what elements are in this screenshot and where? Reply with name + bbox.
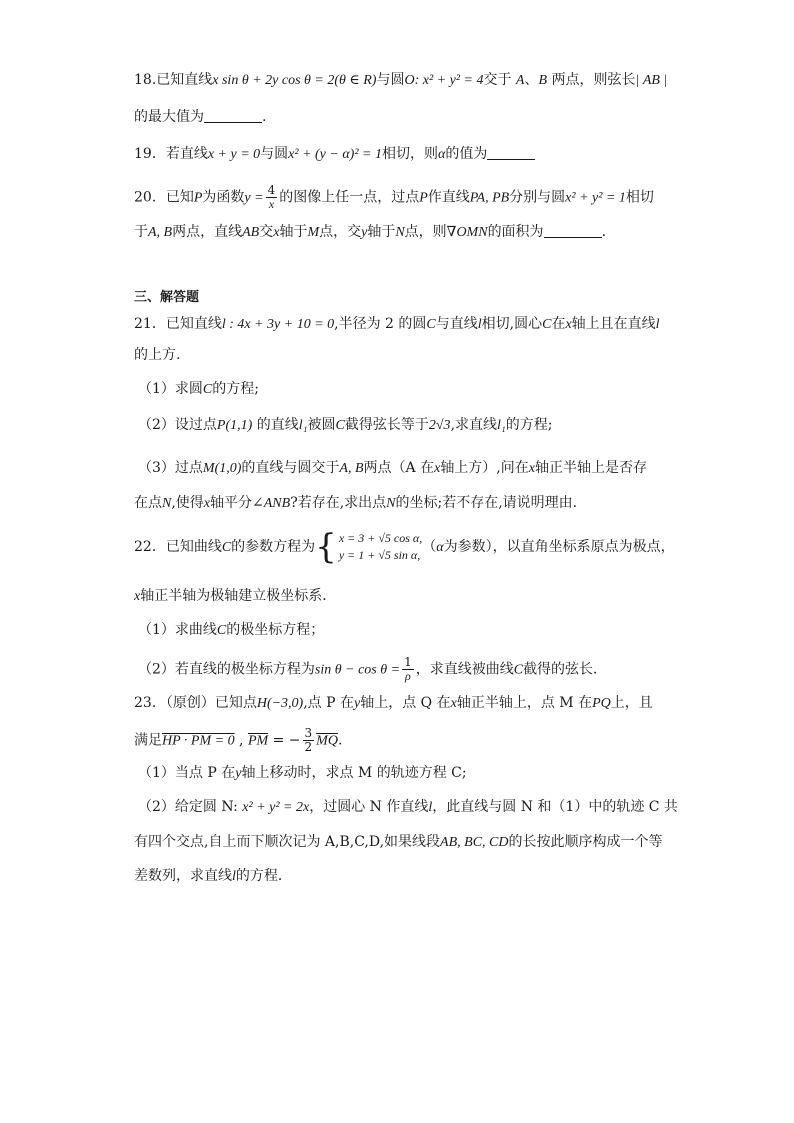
q22-text: 轴正半轴为极轴建立极坐标系． [140, 588, 337, 604]
q23-text: 有四个交点,自上而下顺次记为 A,B,C,D,如果线段 [134, 834, 441, 850]
q23-text: , [234, 732, 248, 749]
q20-text: 两点，直线 [172, 224, 243, 240]
q21-angle: ∠ANB [252, 496, 291, 511]
q21-circle: C [542, 317, 552, 332]
q21-text: ,半径为 2 的圆 [334, 316, 427, 332]
q23-part-2c [134, 866, 292, 887]
q21-text: 的坐标;若不存在,请说明理由. [395, 495, 578, 511]
q20-text: 分别与圆 [509, 189, 566, 206]
q21-axis: x [203, 496, 211, 511]
q18-text: 交于 [483, 72, 516, 88]
q22-text: 的极坐标方程； [226, 622, 325, 638]
q20-triangle: ∇OMN [446, 225, 488, 240]
q21-text: ?若存在,求出点 [290, 495, 387, 511]
q22-fraction: $\frac{1}{\rho}$ [404, 655, 412, 683]
q22-curve: C [221, 540, 232, 555]
q22-text: 为参数），以直角坐标系原点为极点， [443, 539, 675, 555]
q23-segment: PQ [592, 696, 611, 711]
q21-text: ,使得 [171, 495, 204, 511]
q23-part-2b [134, 832, 663, 853]
q23-text: 轴上移动时，求点 M 的轨迹方程 C; [241, 765, 467, 781]
q18-point: B [538, 73, 548, 88]
q22-line-2 [134, 586, 336, 607]
q20-text: . [601, 224, 607, 240]
q20-text: 点，交 [319, 224, 362, 240]
q22-line-1 [134, 527, 675, 567]
q18-line-equation: x sin θ + 2y cos θ = 2(θ ∈ R) [212, 73, 377, 88]
q21-axis: x [565, 317, 572, 332]
q22-axis: x [134, 589, 141, 604]
q21-text: 相切,圆心 [481, 316, 543, 332]
q20-line-1 [134, 184, 654, 211]
q20-function: y = [244, 190, 264, 206]
q21-text: 21．已知直线 [134, 316, 222, 332]
q21-point: P(1,1) [216, 418, 253, 433]
q21-part-2 [138, 415, 553, 436]
q19-text: 相切，则 [382, 146, 438, 162]
q21-line: l₁ [497, 418, 506, 433]
q22-parameter: α [436, 540, 444, 555]
q18-text: 的最大值为 [134, 109, 204, 125]
q21-chord-length: 2√3 [428, 418, 451, 433]
q21-point: N [386, 496, 396, 511]
q21-text: 轴平分 [210, 495, 253, 511]
q23-line: l [428, 800, 433, 815]
q18-text: 两点，则弦长 [547, 72, 636, 88]
q23-text: . [337, 732, 343, 749]
q20-text: 的图像上任一点，过点 [279, 189, 420, 206]
q21-part-3a [138, 458, 647, 479]
q18-text: 18.已知直线 [134, 72, 213, 88]
q21-text: 的方程; [505, 417, 553, 433]
q21-part-1 [138, 379, 259, 400]
q22-equation-y: y = 1 + √5 sin α, [338, 548, 421, 562]
q18-circle-equation: O: x² + y² = 4 [404, 73, 484, 88]
q20-text: 相切 [625, 189, 654, 206]
q20-lines: PA, PB [469, 190, 510, 206]
q23-text: 轴正半轴上，点 M 在 [456, 695, 593, 711]
q21-text: 的方程; [212, 381, 259, 397]
q23-text: 满足 [134, 732, 162, 749]
q23-text: ,点 P 在 [303, 695, 354, 711]
q20-text: 20．已知 [134, 189, 194, 206]
q22-text: （ [422, 539, 437, 555]
q23-vector-condition: HP · PM = 0 [162, 733, 235, 749]
q20-point: M [307, 225, 320, 240]
q21-part-3b [134, 493, 577, 514]
q22-text: 22．已知曲线 [134, 539, 222, 555]
q20-text: 轴于 [367, 224, 396, 240]
q20-line: AB [242, 225, 260, 240]
q21-points: A, B [339, 461, 364, 476]
q20-text: 交 [259, 224, 274, 240]
q20-text: 作直线 [427, 189, 470, 206]
q21-text: 在点 [134, 495, 162, 511]
q20-point: P [193, 190, 203, 206]
q20-line-2 [134, 222, 606, 243]
q21-text: 的直线 [252, 417, 299, 433]
answer-blank [544, 223, 602, 238]
q21-text: （2）设过点 [138, 417, 217, 433]
q23-text: 差数列，求直线 [134, 868, 232, 884]
q21-text: 轴上且在直线 [571, 316, 656, 332]
q23-line: l [232, 869, 236, 884]
q23-text: 的方程． [235, 868, 292, 884]
q21-text: （1）求圆 [138, 381, 203, 397]
q19-text: 19．若直线 [134, 146, 208, 162]
q19-variable: α [438, 147, 446, 162]
q20-axis: y [361, 225, 368, 240]
q21-text: 被圆 [307, 417, 336, 433]
q21-circle: C [202, 382, 213, 397]
q21-text: 与直线 [435, 316, 478, 332]
q23-text: 上，且 [610, 695, 653, 711]
q23-text: 轴上，点 Q 在 [360, 695, 451, 711]
q23-segments: AB, BC, CD [440, 835, 509, 850]
q22-text: ，求直线被曲线 [415, 661, 514, 678]
q21-point: N [162, 496, 172, 511]
q19-text: 的值为 [445, 146, 488, 162]
q23-text: ，此直线与圆 N 和（1）中的轨迹 C 共 [432, 799, 678, 815]
q20-axis: x [273, 225, 280, 240]
q22-curve: C [216, 623, 227, 638]
q23-circle-equation: x² + y² = 2x [242, 800, 310, 815]
q19-circle-equation: x² + (y − α)² = 1 [288, 147, 382, 162]
q21-text: 轴上方）,问在 [440, 460, 529, 476]
q21-line: l₁ [298, 418, 308, 433]
q20-text: 的面积为 [487, 224, 544, 240]
q19-text: 与圆 [260, 146, 289, 162]
q21-text: 在 [551, 316, 566, 332]
q18-text: 与圆 [376, 72, 405, 88]
q21-line-1 [134, 314, 660, 335]
q21-text: （3）过点 [138, 460, 203, 476]
q23-vector: $\overline{PM}$ [247, 733, 269, 749]
q23-text: （2）给定圆 N: [138, 799, 243, 815]
q21-text: ,求直线 [450, 417, 498, 433]
q23-part-1 [138, 763, 467, 784]
q21-text: 截得弦长等于 [344, 417, 429, 433]
brace-icon: { [315, 527, 337, 567]
q20-point: P [419, 190, 428, 206]
q18-text: 、 [524, 72, 539, 88]
q23-text: = − [268, 732, 301, 749]
q20-text: 轴于 [279, 224, 308, 240]
q20-text: 为函数 [202, 189, 245, 206]
q21-line-equation: l : 4x + 3y + 10 = 0 [221, 317, 335, 332]
q20-point: N [395, 225, 405, 240]
q21-line-2: 的上方. [134, 347, 181, 363]
q22-text: 的参数方程为 [231, 539, 316, 555]
q23-axis: y [235, 766, 242, 781]
q21-line: l [477, 317, 482, 332]
q21-circle: C [426, 317, 436, 332]
q21-point: M(1,0) [202, 461, 242, 476]
q18-point: A [515, 73, 525, 88]
q18-line-1 [134, 70, 667, 91]
q20-points: A, B [148, 225, 173, 240]
q22-text: （2）若直线的极坐标方程为 [138, 661, 315, 678]
q22-curve: C [513, 662, 524, 678]
section-heading: 三、解答题 [134, 290, 200, 305]
q21-axis: x [528, 461, 535, 476]
q20-fraction: $\frac{4}{x}$ [267, 183, 276, 211]
q20-text: 点，则 [404, 224, 447, 240]
q22-text: 截得的弦长． [523, 661, 608, 678]
q23-text: 23．（原创）已知点 [134, 695, 257, 711]
answer-blank [204, 108, 262, 123]
q23-axis: x [450, 696, 457, 711]
q20-text: 于 [134, 224, 148, 240]
q23-point: H(−3,0) [256, 696, 304, 711]
q18-chord: | AB | [635, 73, 668, 88]
q23-line-1 [134, 693, 653, 714]
q21-text: 轴正半轴上是否存 [534, 460, 647, 476]
q22-text: （1）求曲线 [138, 622, 217, 638]
q23-part-2a [138, 797, 678, 818]
q23-text: 的长按此顺序构成一个等 [508, 834, 663, 850]
q19-line-equation: x + y = 0 [207, 147, 261, 162]
q18-line-2 [134, 107, 266, 127]
q23-axis: y [354, 696, 361, 711]
q19-line [134, 144, 535, 165]
q21-circle: C [335, 418, 345, 433]
q22-equation-x: x = 3 + √5 cos α, [338, 531, 423, 545]
q21-axis: x [434, 461, 441, 476]
q23-text: （1）当点 P 在 [138, 765, 236, 781]
q21-text: 两点（A 在 [363, 460, 435, 476]
q23-fraction: $\frac{3}{2}$ [304, 726, 313, 754]
q23-line-2 [134, 727, 342, 754]
q22-part-2 [138, 656, 607, 683]
q23-text: ，过圆心 N 作直线 [309, 799, 429, 815]
q21-text: 的直线与圆交于 [241, 460, 340, 476]
q18-text: . [262, 109, 267, 125]
answer-blank [487, 145, 535, 160]
q23-vector: $\overline{MQ}$ [316, 733, 338, 749]
q20-circle-equation: x² + y² = 1 [565, 190, 626, 206]
q22-parametric-system [315, 527, 423, 567]
q21-line: l [655, 317, 660, 332]
q22-polar-equation: sin θ − cos θ = [314, 662, 401, 678]
q22-part-1 [138, 620, 324, 641]
